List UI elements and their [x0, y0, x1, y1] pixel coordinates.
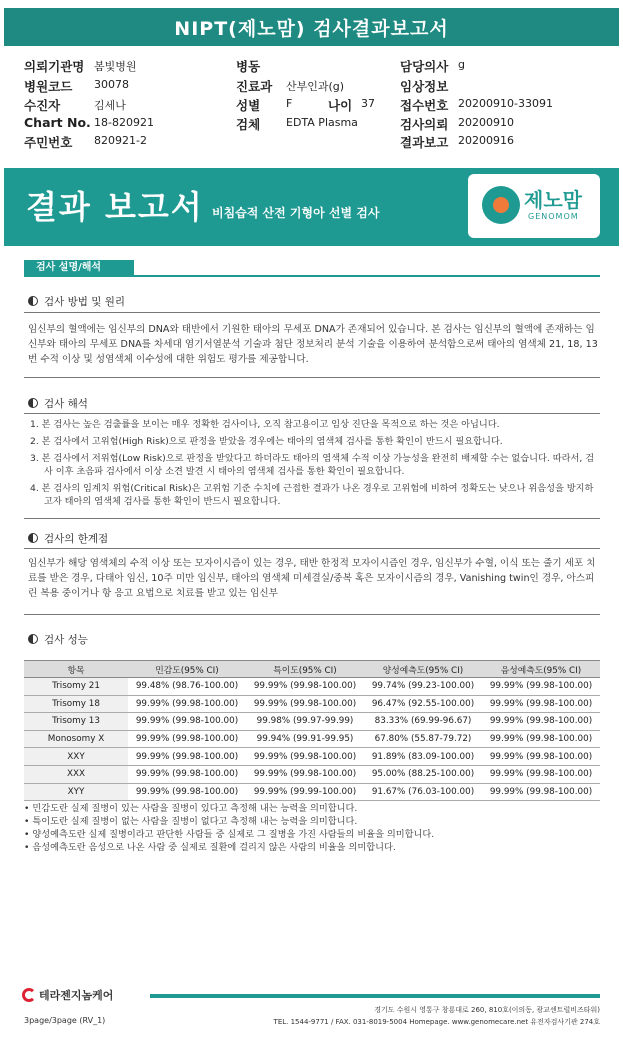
table-row [24, 713, 600, 731]
table-cell: 99.99% (99.98-100.00) [246, 765, 364, 783]
table-cell: 99.99% (99.98-100.00) [482, 765, 600, 783]
doctor-value: g [458, 58, 465, 71]
dept-label: 진료과 [236, 79, 273, 94]
column-header: 특이도(95% CI) [246, 661, 364, 678]
company-logo-icon [22, 988, 36, 1002]
note-item: • 특이도란 실제 질병이 없는 사람을 질병이 없다고 측정해 내는 능력을 의미합니다. [24, 816, 358, 827]
patient-info [24, 55, 614, 155]
table-cell: XYY [24, 783, 128, 801]
banner-title: 결과 보고서 [26, 188, 204, 226]
dept-value: 산부인과(g) [286, 80, 345, 93]
table-cell: 83.33% (69.99-96.67) [364, 713, 482, 731]
table-cell: 99.99% (99.98-100.00) [482, 678, 600, 696]
section-divider [24, 275, 600, 277]
logo-subtext: GENOMOM [528, 212, 579, 221]
limitations-body: 임신부가 해당 염색체의 수적 이상 또는 모자이시즘이 있는 경우, 태반 한정적 모자이시즘인 경우, 임신부가 수혈, 이식 또는 줄기 세포 치료를 받은 경우, 다태아 임신, 10주 미만 임신부, 태아의 염색체 미세결실/중복 혹은 모자이시즘의 경우, Vanishing twin인 경우, 아스피린 복용 중이거나 항 응고 요법으로 치료를 받고 있는 임신부 [28, 558, 596, 599]
table-cell: 99.99% (99.98-100.00) [128, 713, 246, 731]
table-cell: 99.99% (99.98-100.00) [482, 783, 600, 801]
table-cell: 99.99% (99.98-100.00) [246, 678, 364, 696]
company-contact: TEL. 1544-9771 / FAX. 031-8019-5004 Homepage. www.genomecare.net 유전자검사기관 274호 [273, 1018, 600, 1026]
table-row [24, 783, 600, 801]
column-header: 민감도(95% CI) [128, 661, 246, 678]
performance-notes [24, 802, 600, 854]
company-address: 경기도 수원시 영통구 창룡대로 260, 810호(이의동, 광교센트럴비즈타워) [374, 1006, 600, 1014]
table-cell: 99.99% (99.99-100.00) [246, 783, 364, 801]
table-cell: 99.74% (99.23-100.00) [364, 678, 482, 696]
chart-label: Chart No. [24, 115, 91, 130]
recipient-value: 김세나 [94, 99, 126, 112]
table-cell: 99.99% (99.98-100.00) [128, 783, 246, 801]
table-cell: 99.99% (99.98-100.00) [482, 695, 600, 713]
table-cell: 99.48% (98.76-100.00) [128, 678, 246, 696]
logo-text: 제노맘 [524, 188, 582, 212]
table-cell: 99.99% (99.98-100.00) [128, 748, 246, 766]
half-circle-bullet-icon [28, 398, 38, 408]
genomom-logo [468, 174, 600, 238]
divider [24, 548, 600, 549]
column-header: 양성예측도(95% CI) [364, 661, 482, 678]
list-item: 2. 본 검사에서 고위험(High Risk)으로 판정을 받았을 경우에는 태아의 염색체 검사를 통한 확인이 반드시 필요합니다. [30, 436, 503, 447]
table-cell: 91.67% (76.03-100.00) [364, 783, 482, 801]
divider [24, 518, 600, 519]
table-cell: 99.99% (99.98-100.00) [482, 748, 600, 766]
table-cell: 99.99% (99.98-100.00) [128, 765, 246, 783]
code-value: 30078 [94, 78, 129, 91]
hospital-label: 의뢰기관명 [24, 59, 85, 74]
table-cell: 99.99% (99.98-100.00) [246, 695, 364, 713]
table-row [24, 695, 600, 713]
request-value: 20200910 [458, 116, 514, 129]
half-circle-bullet-icon [28, 296, 38, 306]
specimen-value: EDTA Plasma [286, 116, 358, 129]
interpretation-list [30, 418, 600, 512]
request-label: 검사의뢰 [400, 117, 449, 132]
table-cell: 96.47% (92.55-100.00) [364, 695, 482, 713]
report-date-label: 결과보고 [400, 135, 449, 150]
code-label: 병원코드 [24, 79, 73, 94]
footer-divider [150, 994, 600, 998]
chart-value: 18-820921 [94, 116, 154, 129]
table-cell: 99.99% (99.98-100.00) [128, 695, 246, 713]
table-cell: XXX [24, 765, 128, 783]
method-heading: 검사 방법 및 원리 [28, 294, 125, 309]
half-circle-bullet-icon [28, 634, 38, 644]
doctor-label: 담당의사 [400, 59, 449, 74]
company-name: 테라젠지놈케어 [39, 989, 114, 1002]
report-title: NIPT(제노맘) 검사결과보고서 [174, 17, 449, 40]
list-item: 3. 본 검사에서 저위험(Low Risk)으로 판정을 받았다고 하더라도 태아의 염색체 수적 이상 가능성을 완전히 배제할 수는 없습니다. 따라서, 검사 이후 초음파 검사에서 이상 소견 발견 시 태아의 염색체 검사를 통한 확인이 필요합니다. [30, 453, 595, 477]
table-row [24, 730, 600, 748]
sex-value: F [286, 97, 293, 110]
note-item: • 양성예측도란 실제 질병이라고 판단한 사람들 중 실제로 그 질병을 가진 사람들의 비율을 의미합니다. [24, 829, 435, 840]
table-cell: 99.94% (99.91-99.95) [246, 730, 364, 748]
note-item: • 민감도란 실제 질병이 있는 사람을 질병이 있다고 측정해 내는 능력을 의미합니다. [24, 803, 358, 814]
performance-table [24, 660, 600, 801]
divider [24, 614, 600, 615]
age-label: 나이 [328, 98, 353, 113]
ward-label: 병동 [236, 59, 261, 74]
list-item: 1. 본 검사는 높은 검출률을 보이는 매우 정확한 검사이나, 오직 참고용이고 임상 진단을 목적으로 하는 것은 아닙니다. [30, 419, 500, 430]
note-item: • 음성예측도란 음성으로 나온 사람 중 실제로 질환에 걸리지 않은 사람의 비율을 의미합니다. [24, 842, 396, 853]
list-item: 4. 본 검사의 임계치 위험(Critical Risk)은 고위험 기준 수치에 근접한 결과가 나온 경우로 고위험에 비하여 정확도는 낮으나 위음성을 방지하고자 태아의 염색체 검사를 통한 확인이 반드시 필요합니다. [30, 483, 594, 507]
divider [24, 312, 600, 313]
rrn-value: 820921-2 [94, 134, 147, 147]
divider [24, 413, 600, 414]
table-cell: 91.89% (83.09-100.00) [364, 748, 482, 766]
method-body: 임신부의 혈액에는 임신부의 DNA와 태반에서 기원한 태아의 무세포 DNA가 존재되어 있습니다. 본 검사는 임신부의 혈액에 존재하는 임신부와 태아의 무세포 DNA를 차세대 염기서열분석 기술과 첨단 정보처리 분석 기술을 이용하여 분석함으로써 태아의 염색체 21, 18, 13번 수적 이상 및 성염색체 이수성에 대한 위험도 평가를 제공합니다. [28, 324, 598, 365]
table-header-row [24, 661, 600, 678]
performance-heading: 검사 성능 [28, 632, 88, 647]
table-cell: Trisomy 13 [24, 713, 128, 731]
table-cell: Monosomy X [24, 730, 128, 748]
table-row [24, 678, 600, 696]
section-tab: 검사 설명/해석 [24, 260, 134, 276]
hospital-value: 봄빛병원 [94, 60, 137, 73]
age-value: 37 [361, 97, 375, 110]
table-cell: 99.99% (99.98-100.00) [482, 730, 600, 748]
recipient-label: 수진자 [24, 98, 61, 113]
report-title-bar [4, 8, 619, 46]
banner-subtitle: 비침습적 산전 기형아 선별 검사 [212, 206, 380, 220]
rrn-label: 주민번호 [24, 135, 73, 150]
limitations-heading: 검사의 한계점 [28, 531, 108, 546]
divider [24, 377, 600, 378]
table-cell: 99.99% (99.98-100.00) [482, 713, 600, 731]
table-cell: 99.98% (99.97-99.99) [246, 713, 364, 731]
company-logo [22, 987, 113, 1003]
receipt-value: 20200910-33091 [458, 97, 553, 110]
table-cell: 99.99% (99.98-100.00) [246, 748, 364, 766]
table-row [24, 765, 600, 783]
column-header: 항목 [24, 661, 128, 678]
footer-address-block [274, 1004, 600, 1028]
table-cell: XXY [24, 748, 128, 766]
table-cell: 95.00% (88.25-100.00) [364, 765, 482, 783]
table-cell: 67.80% (55.87-79.72) [364, 730, 482, 748]
table-row [24, 748, 600, 766]
interpretation-heading: 검사 해석 [28, 396, 88, 411]
page-number: 3page/3page (RV_1) [24, 1016, 106, 1025]
table-cell: 99.99% (99.98-100.00) [128, 730, 246, 748]
table-cell: Trisomy 21 [24, 678, 128, 696]
column-header: 음성예측도(95% CI) [482, 661, 600, 678]
sex-label: 성별 [236, 98, 261, 113]
clinical-label: 임상정보 [400, 79, 449, 94]
table-cell: Trisomy 18 [24, 695, 128, 713]
specimen-label: 검체 [236, 117, 261, 132]
report-date-value: 20200916 [458, 134, 514, 147]
genomom-logo-icon [482, 186, 520, 224]
receipt-label: 접수번호 [400, 98, 449, 113]
half-circle-bullet-icon [28, 533, 38, 543]
